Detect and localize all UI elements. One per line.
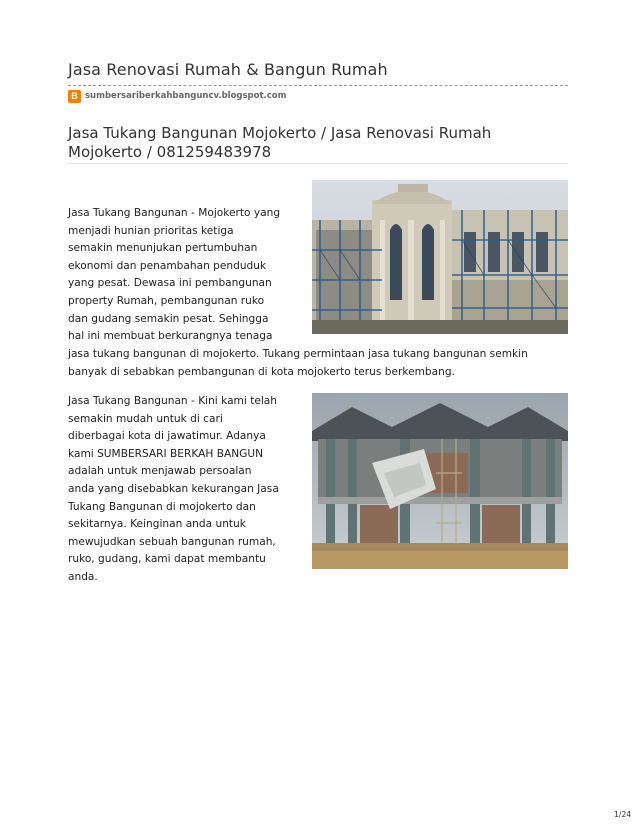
paragraph-1-line: banyak di sebabkan pembangunan di kota mojokerto terus berkembang. — [68, 365, 455, 378]
paragraph-2-line: diberbagai kota di jawatimur. Adanya — [68, 430, 266, 443]
paragraph-1-line: menjadi hunian prioritas ketiga — [68, 224, 234, 237]
title-divider — [68, 85, 568, 86]
paragraph-2-line: Tukang Bangunan di mojokerto dan — [68, 500, 256, 513]
construction-photo-mansion — [312, 180, 568, 334]
paragraph-1-line: property Rumah, pembangunan ruko — [68, 294, 265, 307]
paragraph-1-line: hal ini membuat berkurangnya tenaga — [68, 330, 273, 343]
paragraph-2-line: anda. — [68, 570, 98, 583]
paragraph-2-line: sekitarnya. Keinginan anda untuk — [68, 518, 246, 531]
paragraph-2-line: kami SUMBERSARI BERKAH BANGUN — [68, 447, 264, 460]
paragraph-2-line: Jasa Tukang Bangunan - Kini kami telah — [68, 395, 278, 407]
post-title: Jasa Tukang Bangunan Mojokerto / Jasa Renovasi Rumah Mojokerto / 081259483978 — [68, 124, 492, 161]
paragraph-1-line: jasa tukang bangunan di mojokerto. Tukang permintaan jasa tukang bangunan semkin — [68, 348, 528, 360]
blogger-icon: B — [68, 90, 81, 103]
paragraph-2-line: ruko, gudang, kami dapat membantu — [68, 553, 266, 566]
paragraph-1-continued — [68, 346, 568, 381]
paragraph-2 — [68, 393, 300, 587]
source-link[interactable] — [68, 89, 287, 103]
paragraph-2-line: semakin mudah untuk di cari — [68, 412, 223, 425]
source-url[interactable]: sumbersariberkahbanguncv.blogspot.com — [85, 91, 287, 101]
paragraph-1 — [68, 205, 296, 346]
paragraph-1-line: semakin menunjukan pertumbuhan — [68, 242, 258, 255]
paragraph-1-line: yang pesat. Dewasa ini pembangunan — [68, 277, 272, 290]
post-divider — [68, 163, 568, 164]
construction-photo-house — [312, 393, 568, 569]
paragraph-1-line: Jasa Tukang Bangunan - Mojokerto yang — [68, 207, 281, 219]
paragraph-2-line: anda yang disebabkan kekurangan Jasa — [68, 482, 279, 495]
paragraph-1-line: dan gudang semakin pesat. Sehingga — [68, 312, 269, 325]
paragraph-1-line: ekonomi dan penambahan penduduk — [68, 259, 267, 272]
paragraph-2-line: mewujudkan sebuah bangunan rumah, — [68, 535, 276, 548]
paragraph-2-line: adalah untuk menjawab persoalan — [68, 465, 252, 478]
page-number: 1/24 — [614, 810, 631, 819]
site-title[interactable]: Jasa Renovasi Rumah & Bangun Rumah — [68, 60, 388, 79]
